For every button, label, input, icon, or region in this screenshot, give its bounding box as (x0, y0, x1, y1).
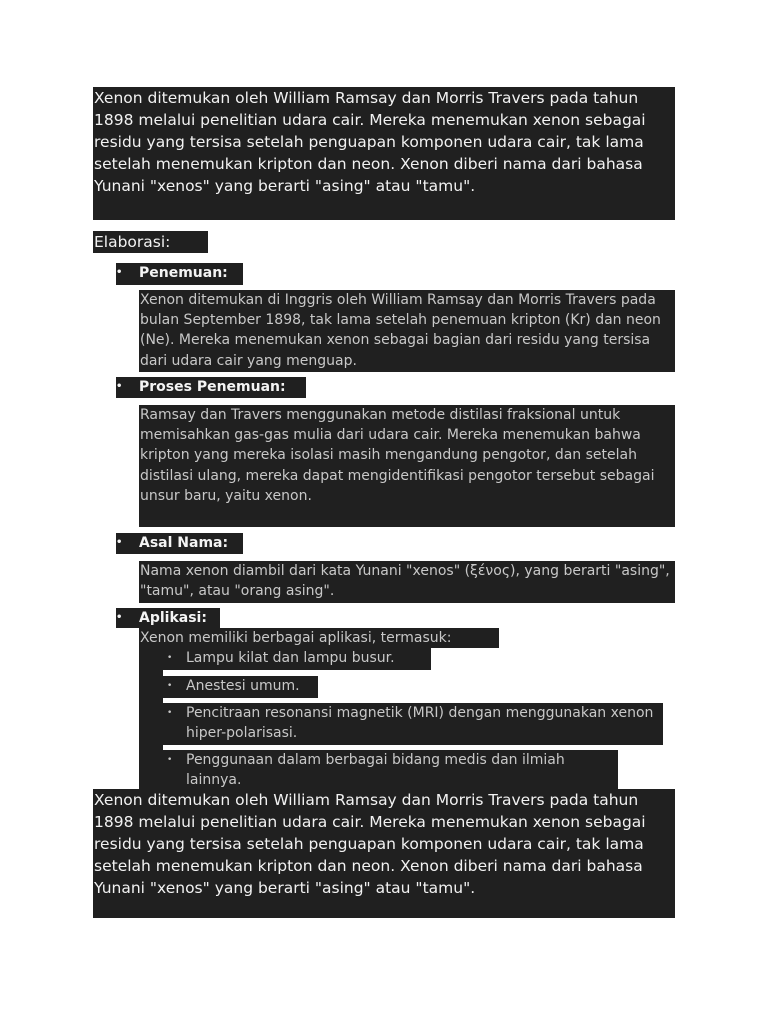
list-item (163, 703, 663, 745)
list-item (163, 648, 431, 670)
intro-paragraph: Xenon ditemukan oleh William Ramsay dan Morris Travers pada tahun 1898 melalui penelitian udara cair. Mereka menemukan xenon sebagai residu yang tersisa setelah penguapan komponen udara cair, tak lama setelah menemukan kripton dan neon. Xenon diberi nama dari bahasa Yunani "xenos" yang berarti "asing" atau "tamu". (93, 87, 675, 220)
section-heading-text: Penemuan: (139, 265, 228, 281)
list-item-text: Pencitraan resonansi magnetik (MRI) dengan menggunakan xenon hiper-polarisasi. (186, 705, 654, 741)
section-heading-asal-nama (116, 533, 243, 554)
list-item-text: Penggunaan dalam berbagai bidang medis dan ilmiah lainnya. (186, 752, 565, 788)
section-heading-aplikasi (116, 608, 220, 628)
section-heading-text: Proses Penemuan: (139, 379, 286, 395)
bullet-icon: • (116, 381, 123, 392)
section-heading-text: Aplikasi: (139, 610, 207, 626)
bullet-icon: • (116, 612, 123, 623)
list-indent-block (139, 648, 163, 789)
section-body-aplikasi: Xenon memiliki berbagai aplikasi, termasuk: (139, 628, 499, 648)
list-item-text: Lampu kilat dan lampu busur. (186, 650, 395, 666)
section-body-proses-penemuan: Ramsay dan Travers menggunakan metode distilasi fraksional untuk memisahkan gas-gas mulia dari udara cair. Mereka menemukan bahwa kripton yang mereka isolasi masih mengandung pengotor, dan setelah distilasi ulang, mereka dapat mengidentifikasi pengotor tersebut sebagai unsur baru, yaitu xenon. (139, 405, 675, 527)
section-body-asal-nama: Nama xenon diambil dari kata Yunani "xenos" (ξένος), yang berarti "asing", "tamu", atau "orang asing". (139, 561, 675, 603)
elaborasi-label: Elaborasi: (93, 231, 208, 253)
list-item-text: Anestesi umum. (186, 678, 300, 694)
bullet-icon: • (167, 681, 173, 691)
section-heading-penemuan (116, 263, 243, 285)
section-heading-text: Asal Nama: (139, 535, 229, 551)
section-body-penemuan: Xenon ditemukan di Inggris oleh William Ramsay dan Morris Travers pada bulan September 1898, tak lama setelah penemuan kripton (Kr) dan neon (Ne). Mereka menemukan xenon sebagai bagian dari residu yang tersisa dari udara cair yang menguap. (139, 290, 675, 372)
list-item (163, 750, 618, 789)
bullet-icon: • (167, 755, 173, 765)
section-heading-proses-penemuan (116, 377, 306, 398)
outro-paragraph: Xenon ditemukan oleh William Ramsay dan Morris Travers pada tahun 1898 melalui penelitian udara cair. Mereka menemukan xenon sebagai residu yang tersisa setelah penguapan komponen udara cair, tak lama setelah menemukan kripton dan neon. Xenon diberi nama dari bahasa Yunani "xenos" yang berarti "asing" atau "tamu". (93, 789, 675, 918)
bullet-icon: • (167, 708, 173, 718)
bullet-icon: • (167, 653, 173, 663)
bullet-icon: • (116, 267, 123, 278)
bullet-icon: • (116, 537, 123, 548)
list-item (163, 676, 318, 698)
